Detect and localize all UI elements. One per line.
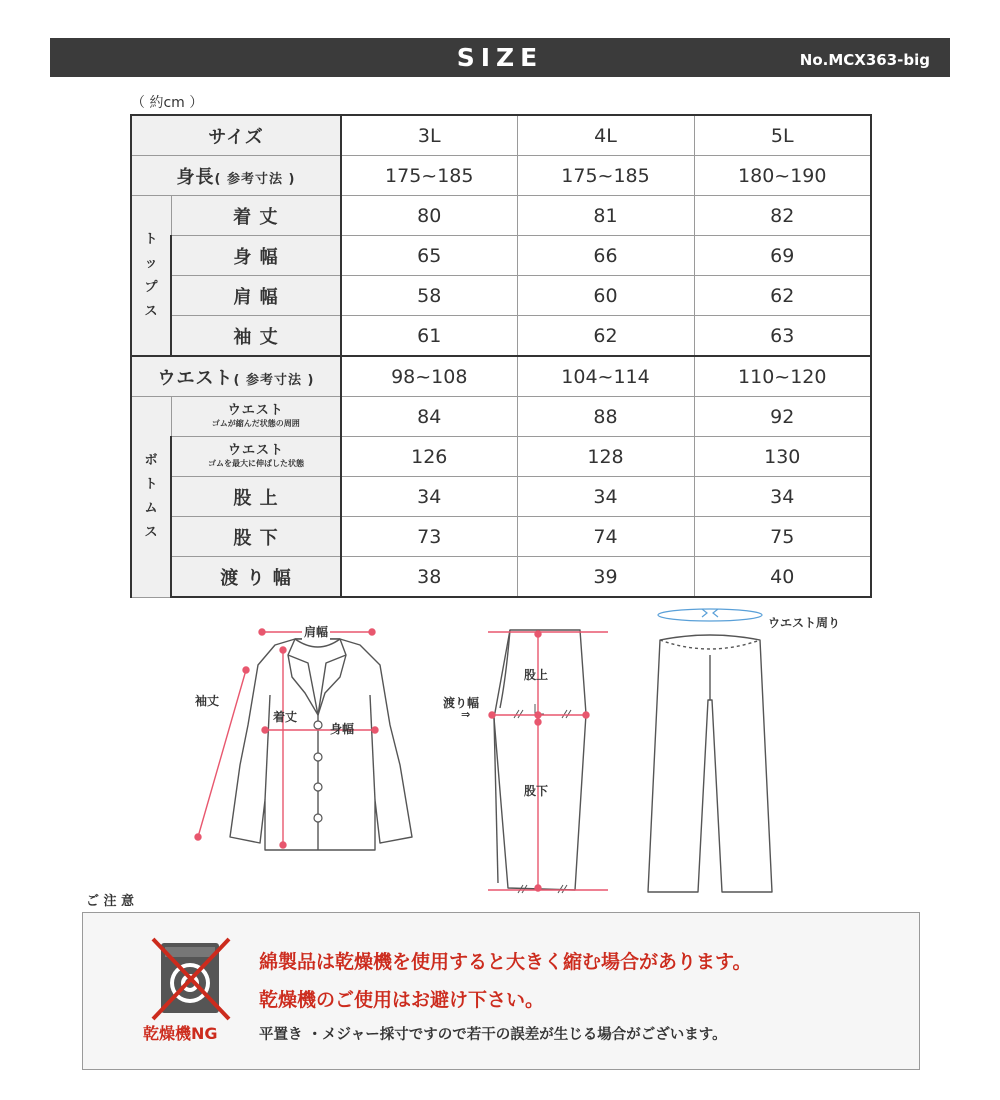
sleeve-label: 袖丈 xyxy=(195,694,220,708)
cell-value: 39 xyxy=(517,557,694,598)
dryer-ng-label: 乾燥機NG xyxy=(143,1024,218,1043)
length-label: 着丈 xyxy=(273,710,298,724)
bottoms-group-label: ボ ト ム ス xyxy=(131,397,171,598)
cell-value: 58 xyxy=(341,276,517,316)
table-row xyxy=(131,115,871,156)
cell-value: 63 xyxy=(694,316,871,357)
waist-around-label: ウエスト周り xyxy=(768,616,841,630)
size-table xyxy=(130,114,872,598)
size-header-cell: サイズ xyxy=(131,115,341,156)
cell-value: 40 xyxy=(694,557,871,598)
cell-value: 34 xyxy=(517,477,694,517)
caution-line-3: 平置き ・メジャー採寸ですので若干の誤差が生じる場合がございます。 xyxy=(259,1027,727,1043)
table-row xyxy=(131,557,871,598)
cell-value: 128 xyxy=(517,437,694,477)
tops-length-label: 着 丈 xyxy=(171,196,341,236)
waist-label: ウエスト( 参考寸法 ) xyxy=(131,356,341,397)
cell-value: 73 xyxy=(341,517,517,557)
pants-side-diagram xyxy=(480,618,615,903)
cell-value: 84 xyxy=(341,397,517,437)
size-header-bar xyxy=(50,38,950,77)
cell-value: 62 xyxy=(517,316,694,357)
size-4l: 4L xyxy=(517,115,694,156)
cell-value: 34 xyxy=(341,477,517,517)
bottoms-rise-label: 股 上 xyxy=(171,477,341,517)
cell-value: 62 xyxy=(694,276,871,316)
caution-title: ご 注 意 xyxy=(86,894,135,909)
table-row xyxy=(131,236,871,276)
shoulder-label: 肩幅 xyxy=(304,625,329,639)
pants-front-diagram xyxy=(640,600,790,905)
tops-sleeve-label: 袖 丈 xyxy=(171,316,341,357)
cell-value: 38 xyxy=(341,557,517,598)
cell-value: 81 xyxy=(517,196,694,236)
table-row xyxy=(131,397,871,437)
waist-value: 110~120 xyxy=(694,356,871,397)
thigh-label: 渡り幅 xyxy=(443,696,480,710)
cell-value: 61 xyxy=(341,316,517,357)
bottoms-waist-stretched-label: ウエスト ゴムを最大に伸ばした状態 xyxy=(171,437,341,477)
body-width-label: 身幅 xyxy=(330,722,355,736)
waist-value: 98~108 xyxy=(341,356,517,397)
height-value: 175~185 xyxy=(341,156,517,196)
tops-body-width-label: 身 幅 xyxy=(171,236,341,276)
waist-value: 104~114 xyxy=(517,356,694,397)
cell-value: 65 xyxy=(341,236,517,276)
caution-line-1: 綿製品は乾燥機を使用すると大きく縮む場合があります。 xyxy=(259,951,752,973)
rise-label: 股上 xyxy=(524,668,549,682)
table-row xyxy=(131,437,871,477)
cell-value: 60 xyxy=(517,276,694,316)
cell-value: 80 xyxy=(341,196,517,236)
cell-value: 69 xyxy=(694,236,871,276)
cell-value: 126 xyxy=(341,437,517,477)
table-row xyxy=(131,477,871,517)
waist-arrows-icon xyxy=(702,609,718,617)
height-value: 180~190 xyxy=(694,156,871,196)
cell-value: 74 xyxy=(517,517,694,557)
bottoms-thigh-label: 渡 り 幅 xyxy=(171,557,341,598)
size-title: SIZE xyxy=(456,43,544,72)
table-row xyxy=(131,316,871,357)
cell-value: 66 xyxy=(517,236,694,276)
table-row xyxy=(131,196,871,236)
table-row xyxy=(131,356,871,397)
cell-value: 75 xyxy=(694,517,871,557)
cell-value: 130 xyxy=(694,437,871,477)
caution-line-2: 乾燥機のご使用はお避け下さい。 xyxy=(259,989,545,1011)
height-value: 175~185 xyxy=(517,156,694,196)
cell-value: 34 xyxy=(694,477,871,517)
cell-value: 92 xyxy=(694,397,871,437)
arrow-icon: ⇒ xyxy=(461,708,471,721)
product-code: No.MCX363-big xyxy=(799,51,930,69)
inseam-label: 股下 xyxy=(524,784,549,798)
bottoms-waist-relaxed-label: ウエスト ゴムが縮んだ状態の周囲 xyxy=(171,397,341,437)
caution-box xyxy=(82,912,920,1070)
table-row xyxy=(131,276,871,316)
no-dryer-icon xyxy=(147,937,235,1025)
table-row xyxy=(131,517,871,557)
cell-value: 88 xyxy=(517,397,694,437)
table-row xyxy=(131,156,871,196)
tops-group-label: ト ッ プ ス xyxy=(131,196,171,357)
bottoms-inseam-label: 股 下 xyxy=(171,517,341,557)
shirt-diagram xyxy=(180,615,440,880)
size-3l: 3L xyxy=(341,115,517,156)
unit-note: （ 約cm ） xyxy=(131,95,204,111)
size-5l: 5L xyxy=(694,115,871,156)
tops-shoulder-label: 肩 幅 xyxy=(171,276,341,316)
cell-value: 82 xyxy=(694,196,871,236)
height-label: 身長( 参考寸法 ) xyxy=(131,156,341,196)
